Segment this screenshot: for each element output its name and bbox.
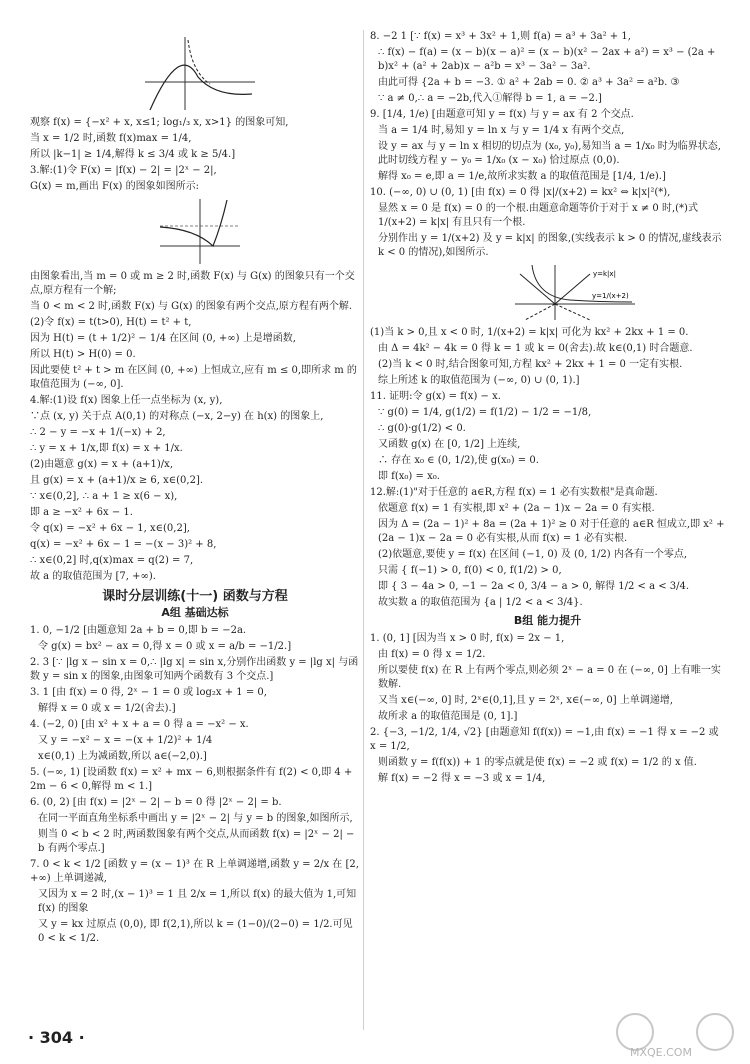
text-line: ∴ y = x + 1/x,即 f(x) = x + 1/x. xyxy=(30,443,183,454)
watermark-logo xyxy=(610,1010,740,1060)
text-line: 令 q(x) = −x² + 6x − 1, x∈(0,2], xyxy=(30,523,190,534)
answer-item: ∴ g(0)·g(1/2) < 0. xyxy=(378,423,466,434)
answer-item: ∵ g(0) = 1/4, g(1/2) = f(1/2) − 1/2 = −1/8, xyxy=(378,407,592,418)
text-line: ∵ x∈(0,2], ∴ a + 1 ≥ x(6 − x), xyxy=(30,491,178,502)
answer-item: 显然 x = 0 是 f(x) = 0 的一个根.由题意命题等价于对于 x ≠ 0 时,(*)式 1/(x+2) = k|x| 有且只有一个根. xyxy=(378,203,698,228)
text-line: ∴ x∈(0,2] 时,q(x)max = q(2) = 7, xyxy=(30,555,194,566)
answer-item: ∴ f(x) − f(a) = (x − b)(x − a)² = (x − b)(x² − 2ax + a²) = x³ − (2a + b)x² + (a² + 2ab)x − a²b = x³ − 3a² − 3a². xyxy=(378,47,716,72)
answer-item: 又当 x∈(−∞, 0] 时, 2ˣ∈(0,1],且 y = 2ˣ, x∈(−∞, 0] 上单调递增, xyxy=(378,695,674,706)
answer-item: 由 Δ = 4k² − 4k = 0 得 k = 1 或 k = 0(舍去).故 k∈(0,1) 时合题意. xyxy=(378,343,693,354)
answer-item: 1. 0, −1/2 [由题意知 2a + b = 0,即 b = −2a. xyxy=(30,625,247,636)
answer-item: 由此可得 {2a + b = −3. ① a² + 2ab = 0. ② a³ + 3a² = a²b. ③ xyxy=(378,77,680,88)
left-column xyxy=(30,30,360,948)
answer-item: 则函数 y = f(f(x)) + 1 的零点就是使 f(x) = −2 或 f(x) = 1/2 的 x 值. xyxy=(378,757,697,768)
answer-item: 10. (−∞, 0) ∪ (0, 1) [由 f(x) = 0 得 |x|/(x+2) = kx² ⇔ k|x|²(*), xyxy=(370,187,671,198)
answer-item: x∈(0,1) 上为减函数,所以 a∈(−2,0).] xyxy=(38,751,207,762)
answer-item: 当 a = 1/4 时,易知 y = ln x 与 y = 1/4 x 有两个交点, xyxy=(378,125,625,136)
text-line: 因此要使 t² + t > m 在区间 (0, +∞) 上恒成立,应有 m ≤ 0,即所求 m 的取值范围为 (−∞, 0]. xyxy=(30,365,357,390)
answer-item: 故所求 a 的取值范围是 (0, 1].] xyxy=(378,711,518,722)
answer-item: 又 y = kx 过原点 (0,0), 即 f(2,1),所以 k = (1−0)/(2−0) = 1/2.可见 0 < k < 1/2. xyxy=(38,919,353,944)
answer-item: 即 f(x₀) = x₀. xyxy=(378,471,440,482)
answer-item: 又函数 g(x) 在 [0, 1/2] 上连续, xyxy=(378,439,521,450)
answer-item: 4. (−2, 0) [由 x² + x + a = 0 得 a = −x² − x. xyxy=(30,719,249,730)
text-line: 由图象看出,当 m = 0 或 m ≥ 2 时,函数 F(x) 与 G(x) 的图象只有一个交点,原方程有一个解; xyxy=(30,271,355,296)
answer-item: 由 f(x) = 0 得 x = 1/2. xyxy=(378,649,486,660)
group-a-heading: A组 基础达标 xyxy=(161,606,229,619)
right-column xyxy=(370,30,725,788)
column-divider xyxy=(363,30,364,1030)
graph-label: y=k|x| xyxy=(593,270,616,278)
answer-item: 8. −2 1 [∵ f(x) = x³ + 3x² + 1,则 f(a) = a³ + 3a² + 1, xyxy=(370,31,631,42)
answer-item: 则当 0 < b < 2 时,两函数图象有两个交点,从而函数 f(x) = |2ˣ − 2| − b 有两个零点.] xyxy=(38,829,355,854)
answer-item: 故实数 a 的取值范围为 {a | 1/2 < a < 3/4}. xyxy=(378,597,583,608)
answer-item: 又 y = −x² − x = −(x + 1/2)² + 1/4 xyxy=(38,735,213,746)
answer-item: 在同一平面直角坐标系中画出 y = |2ˣ − 2| 与 y = b 的图象,如图所示, xyxy=(38,813,353,824)
answer-item: 2. 3 [∵ |lg x − sin x = 0,∴ |lg x| = sin x,分别作出函数 y = |lg x| 与函数 y = sin x 的图象,由图象可知两个函数有 3 个交点.] xyxy=(30,657,359,682)
text-line: (2)由题意 g(x) = x + (a+1)/x, xyxy=(30,459,173,470)
text-line: ∵点 (x, y) 关于点 A(0,1) 的对称点 (−x, 2−y) 在 h(x) 的图象上, xyxy=(30,411,324,422)
text-line: 3.解:(1)令 F(x) = |f(x) − 2| = |2ˣ − 2|, xyxy=(30,165,217,176)
answer-item: 5. (−∞, 1) [设函数 f(x) = x² + mx − 6,则根据条件有 f(2) < 0,即 4 + 2m − 6 < 0,解得 m < 1.] xyxy=(30,767,353,792)
section-title: 课时分层训练(十一) 函数与方程 xyxy=(102,589,288,604)
graph-label: y=1/(x+2) xyxy=(592,292,629,300)
text-line: 即 a ≥ −x² + 6x − 1. xyxy=(30,507,133,518)
answer-item: 综上所述 k 的取值范围为 (−∞, 0) ∪ (0, 1).] xyxy=(378,375,580,386)
text-line: q(x) = −x² + 6x − 1 = −(x − 3)² + 8, xyxy=(30,539,217,550)
text-line: 故 a 的取值范围为 [7, +∞). xyxy=(30,571,156,582)
text-line: 因为 H(t) = (t + 1/2)² − 1/4 在区间 (0, +∞) 上是增函数, xyxy=(30,333,296,344)
answer-item: (2)当 k < 0 时,结合图象可知,方程 kx² + 2kx + 1 = 0 一定有实根. xyxy=(378,359,683,370)
answer-item: 令 g(x) = bx² − ax = 0,得 x = 0 或 x = a/b = −1/2.] xyxy=(38,641,292,652)
answer-item: 3. 1 [由 f(x) = 0 得, 2ˣ − 1 = 0 或 log₂x + 1 = 0, xyxy=(30,687,267,698)
text-line: 当 0 < m < 2 时,函数 F(x) 与 G(x) 的图象有两个交点,原方程有两个解. xyxy=(30,301,353,312)
watermark-text: MXQE.COM xyxy=(630,1046,692,1059)
text-line: (2)令 f(x) = t(t>0), H(t) = t² + t, xyxy=(30,317,192,328)
answer-item: 9. [1/4, 1/e) [由题意可知 y = f(x) 与 y = ax 有 2 个交点. xyxy=(370,109,634,120)
answer-item: 分别作出 y = 1/(x+2) 及 y = k|x| 的图象,(实线表示 k > 0 的情况,虚线表示 k < 0 的情况),如图所示. xyxy=(378,233,722,258)
text-line: 所以 H(t) > H(0) = 0. xyxy=(30,349,136,360)
answer-item: (1)当 k > 0,且 x < 0 时, 1/(x+2) = k|x| 可化为 kx² + 2kx + 1 = 0. xyxy=(370,327,689,338)
answer-item: 依题意 f(x) = 1 有实根,即 x² + (2a − 1)x − 2a = 0 有实根. xyxy=(378,503,655,514)
answer-item: 解 f(x) = −2 得 x = −3 或 x = 1/4, xyxy=(378,773,546,784)
text-line: 所以 |k−1| ≥ 1/4,解得 k ≤ 3/4 或 k ≥ 5/4.] xyxy=(30,149,236,160)
text-line: G(x) = m,画出 F(x) 的图象如图所示: xyxy=(30,181,199,192)
answer-item: 1. (0, 1] [因为当 x > 0 时, f(x) = 2x − 1, xyxy=(370,633,565,644)
answer-item: ∴ 存在 x₀ ∈ (0, 1/2),使 g(x₀) = 0. xyxy=(378,455,539,466)
answer-item: 解得 x = 0 或 x = 1/2(舍去).] xyxy=(38,703,176,714)
answer-item: 7. 0 < k < 1/2 [函数 y = (x − 1)³ 在 R 上单调递增,函数 y = 2/x 在 [2, +∞) 上单调递减, xyxy=(30,859,359,884)
answer-item: 6. (0, 2) [由 f(x) = |2ˣ − 2| − b = 0 得 |2ˣ − 2| = b. xyxy=(30,797,282,808)
text-line: 4.解:(1)设 f(x) 图象上任一点坐标为 (x, y), xyxy=(30,395,223,406)
text-line: 当 x = 1/2 时,函数 f(x)max = 1/4, xyxy=(30,133,192,144)
group-b-heading: B组 能力提升 xyxy=(513,614,582,627)
answer-item: 只需 { f(−1) > 0, f(0) < 0, f(1/2) > 0, xyxy=(378,565,562,576)
answer-item: 即 { 3 − 4a > 0, −1 − 2a < 0, 3/4 − a > 0, 解得 1/2 < a < 3/4. xyxy=(378,581,690,592)
answer-item: 2. {−3, −1/2, 1/4, √2} [由题意知 f(f(x)) = −1,由 f(x) = −1 得 x = −2 或 x = 1/2, xyxy=(370,727,719,752)
text-line: 且 g(x) = x + (a+1)/x ≥ 6, x∈(0,2]. xyxy=(30,475,204,486)
answer-item: 因为 Δ = (2a − 1)² + 8a = (2a + 1)² ≥ 0 对于任意的 a∈R 恒成立,即 x² + (2a − 1)x − 2a = 0 必有实根,从而 f(x) = 1 必有实根. xyxy=(378,519,725,544)
page-number: · 304 · xyxy=(28,1028,85,1047)
answer-item: 设 y = ax 与 y = ln x 相切的切点为 (x₀, y₀),易知当 a = 1/x₀ 时为临界状态,此时切线方程 y − y₀ = 1/x₀ (x − x₀) 恰过原点 (0,0). xyxy=(378,141,721,166)
answer-item: 11. 证明:令 g(x) = f(x) − x. xyxy=(370,391,501,402)
answer-item: (2)依题意,要使 y = f(x) 在区间 (−1, 0) 及 (0, 1/2) 内各有一个零点, xyxy=(378,549,688,560)
answer-item: 12.解:(1)"对于任意的 a∈R,方程 f(x) = 1 必有实数根"是真命题. xyxy=(370,487,658,498)
graph-piecewise xyxy=(140,32,260,112)
text-line: 观察 f(x) = {−x² + x, x≤1; log₁/₃ x, x>1} 的图象可知, xyxy=(30,117,289,128)
answer-item: ∵ a ≠ 0,∴ a = −2b,代入①解得 b = 1, a = −2.] xyxy=(378,93,602,104)
text-line: ∴ 2 − y = −x + 1/(−x) + 2, xyxy=(30,427,166,438)
graph-abs-exp xyxy=(155,196,245,266)
answer-item: 解得 x₀ = e,即 a = 1/e,故所求实数 a 的取值范围是 [1/4, 1/e).] xyxy=(378,171,666,182)
answer-item: 又因为 x = 2 时,(x − 1)³ = 1 且 2/x = 1,所以 f(x) 的最大值为 1,可知 f(x) 的图象 xyxy=(38,889,357,914)
graph-k-abs-x xyxy=(510,262,640,322)
answer-item: 所以要使 f(x) 在 R 上有两个零点,则必须 2ˣ − a = 0 在 (−∞, 0] 上有唯一实数解. xyxy=(378,665,721,690)
